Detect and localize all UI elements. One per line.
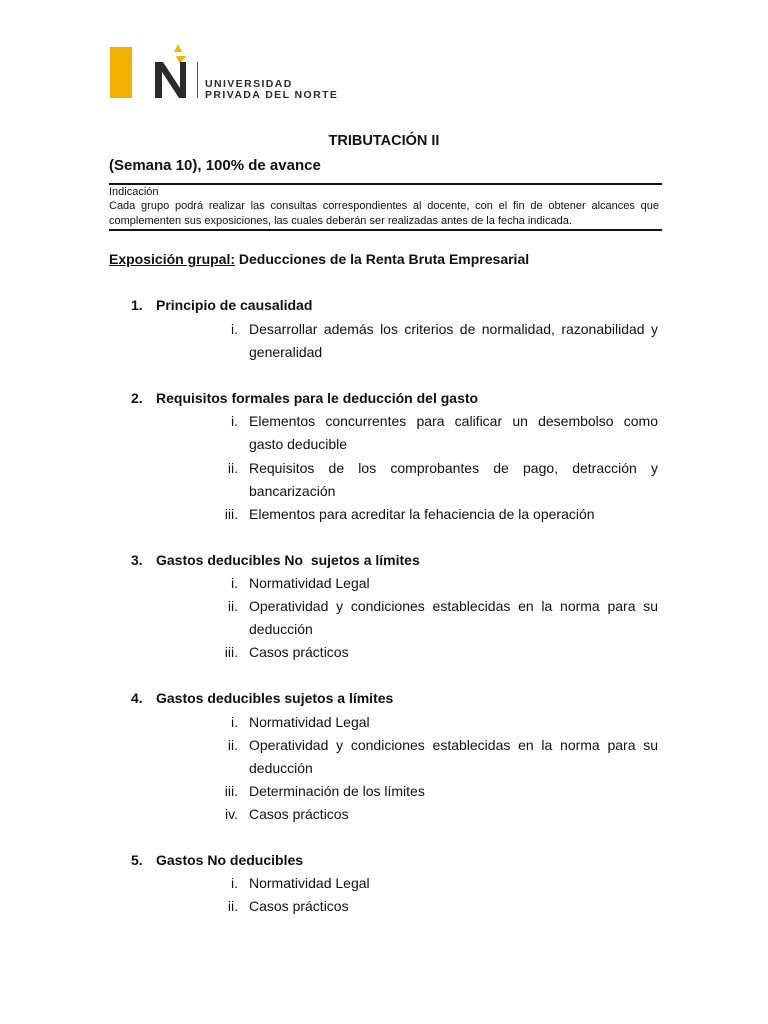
section-title-text: Requisitos formales para le deducción del gasto — [156, 390, 479, 406]
university-name-line2: PRIVADA DEL NORTE — [205, 89, 339, 101]
list-item-text: Operatividad y condiciones establecidas en la norma para su deducción — [249, 598, 658, 638]
roman-numeral: i. — [231, 575, 238, 591]
roman-numeral: iii. — [224, 506, 238, 522]
divider-top — [109, 183, 662, 185]
roman-numeral: i. — [231, 875, 238, 891]
exposicion-topic: Deducciones de la Renta Bruta Empresarial — [235, 251, 530, 267]
university-name — [205, 79, 338, 101]
roman-numeral: ii. — [227, 737, 238, 753]
list-item-text: Requisitos de los comprobantes de pago, detracción y bancarización — [249, 460, 658, 500]
roman-numeral: ii. — [227, 598, 238, 614]
list-item-text: Elementos concurrentes para calificar un desembolso como gasto deducible — [249, 413, 658, 453]
header — [108, 44, 408, 100]
list-item-text: Casos prácticos — [249, 644, 349, 660]
list-item-text: Normatividad Legal — [249, 714, 370, 730]
roman-numeral: iii. — [224, 644, 238, 660]
roman-numeral: ii. — [227, 898, 238, 914]
list-item-text: Normatividad Legal — [249, 575, 370, 591]
roman-numeral: i. — [231, 714, 238, 730]
roman-numeral: ii. — [227, 460, 238, 476]
section-number: 4. — [131, 690, 143, 706]
section-title-text: Gastos No deducibles — [156, 852, 304, 868]
university-logo-icon — [152, 44, 192, 100]
indicacion-label: Indicación — [109, 186, 159, 198]
list-item-text: Normatividad Legal — [249, 875, 370, 891]
list-item-text: Desarrollar además los criterios de normalidad, razonabilidad y generalidad — [249, 321, 658, 361]
list-item-text: Casos prácticos — [249, 806, 349, 822]
section-title-text: Gastos deducibles sujetos a límites — [156, 690, 394, 706]
list-item-text: Operatividad y condiciones establecidas en la norma para su deducción — [249, 737, 658, 777]
section-title-text: Principio de causalidad — [156, 297, 313, 313]
indicacion-text: Cada grupo podrá realizar las consultas correspondientes al docente, con el fin de obtener alcances que complementen sus exposiciones, las cuales deberán ser realizadas antes de la fecha indicada. — [109, 200, 659, 227]
section-number: 3. — [131, 552, 143, 568]
roman-numeral: iii. — [224, 783, 238, 799]
section-title — [131, 390, 478, 406]
section-number: 2. — [131, 390, 143, 406]
roman-numeral: iv. — [225, 806, 238, 822]
week-progress: (Semana 10), 100% de avance — [109, 157, 321, 174]
accent-bar — [110, 47, 132, 98]
section-number: 5. — [131, 852, 143, 868]
section-title — [131, 852, 303, 868]
section-title — [131, 552, 420, 568]
section-title — [131, 690, 393, 706]
list-item-text: Casos prácticos — [249, 898, 349, 914]
section-title-text: Gastos deducibles No sujetos a límites — [156, 552, 420, 568]
university-name-line1: UNIVERSIDAD — [205, 78, 293, 90]
divider-bottom — [109, 229, 662, 231]
logo-divider — [197, 62, 198, 98]
document-title: TRIBUTACIÓN II — [328, 133, 440, 149]
list-item-text: Determinación de los límites — [249, 783, 425, 799]
list-item-text: Elementos para acreditar la fehaciencia de la operación — [249, 506, 595, 522]
section-title — [131, 297, 312, 313]
exposicion-label: Exposición grupal: — [109, 251, 236, 267]
exposicion-heading — [109, 251, 529, 267]
roman-numeral: i. — [231, 321, 238, 337]
section-number: 1. — [131, 297, 143, 313]
roman-numeral: i. — [231, 413, 238, 429]
